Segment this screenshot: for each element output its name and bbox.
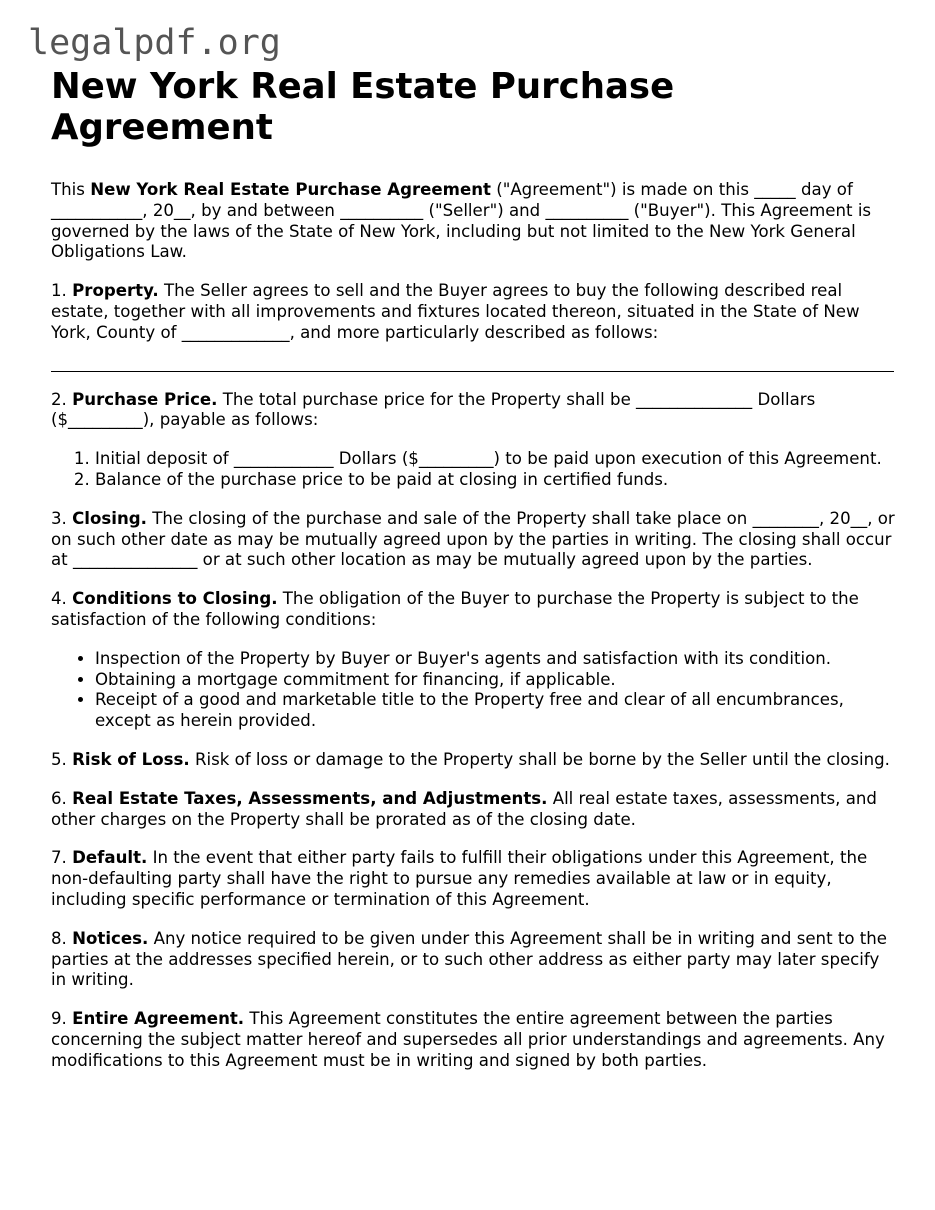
property-description-blank-line <box>51 371 894 372</box>
section-heading: Default. <box>72 848 148 868</box>
document-title: New York Real Estate Purchase Agreement <box>51 66 675 148</box>
list-item: 2. Balance of the purchase price to be paid at closing in certified funds. <box>95 470 896 491</box>
section-taxes: 6. Real Estate Taxes, Assessments, and Adjustments. All real estate taxes, assessments, and other charges on the Property shall be prorated as of the closing date. <box>51 788 877 829</box>
section-default: 7. Default. In the event that either party fails to fulfill their obligations under this Agreement, the non-defaulting party shall have the right to pursue any remedies available at law or in equity, including specific performance or termination of this Agreement. <box>51 848 868 909</box>
intro-paragraph: This New York Real Estate Purchase Agreement ("Agreement") is made on this _____ day of ___________, 20__, by and between __________ ("Seller") and __________ ("Buyer"). This Agreement is governed by the laws of the State of New York, including but not limited to the New York General Obligations Law. <box>51 180 872 262</box>
section-entire-agreement: 9. Entire Agreement. This Agreement constitutes the entire agreement between the parties concerning the subject matter hereof and supersedes all prior understandings and agreements. Any modifications to this Agreement must be in writing and signed by both parties. <box>51 1009 885 1070</box>
section-risk-of-loss: 5. Risk of Loss. Risk of loss or damage to the Property shall be borne by the Seller until the closing. <box>51 749 890 769</box>
conditions-list <box>51 649 896 732</box>
document-page <box>51 66 896 1072</box>
section-notices: 8. Notices. Any notice required to be given under this Agreement shall be in writing and sent to the parties at the addresses specified herein, or to such other address as either party may later specify in writing. <box>51 928 888 990</box>
list-item: • Inspection of the Property by Buyer or Buyer's agents and satisfaction with its condition. <box>95 649 896 670</box>
list-item: • Receipt of a good and marketable title to the Property free and clear of all encumbrances, except as herein provided. <box>95 690 896 732</box>
section-heading: Risk of Loss. <box>72 749 190 769</box>
section-heading: Purchase Price. <box>72 389 218 409</box>
section-property: 1. Property. The Seller agrees to sell and the Buyer agrees to buy the following described real estate, together with all improvements and fixtures located thereon, situated in the State of New York, County of _____________, and more particularly described as follows: <box>51 281 860 342</box>
section-heading: Notices. <box>72 928 149 948</box>
payment-terms-list <box>51 449 896 491</box>
section-heading: Entire Agreement. <box>72 1009 245 1029</box>
section-conditions: 4. Conditions to Closing. The obligation of the Buyer to purchase the Property is subject to the satisfaction of the following conditions: <box>51 589 859 629</box>
intro-agreement-name: New York Real Estate Purchase Agreement <box>90 180 491 199</box>
section-heading: Closing. <box>72 508 147 528</box>
watermark-logo: legalpdf.org <box>28 23 281 63</box>
section-heading: Real Estate Taxes, Assessments, and Adjustments. <box>72 788 548 808</box>
list-item: • Obtaining a mortgage commitment for financing, if applicable. <box>95 670 896 691</box>
section-heading: Conditions to Closing. <box>72 589 278 609</box>
list-item: 1. Initial deposit of ____________ Dollars ($_________) to be paid upon execution of this Agreement. <box>95 449 896 470</box>
section-purchase-price: 2. Purchase Price. The total purchase price for the Property shall be ______________ Dollars ($_________), payable as follows: <box>51 389 816 430</box>
section-closing: 3. Closing. The closing of the purchase and sale of the Property shall take place on ________, 20__, or on such other date as may be mutually agreed upon by the parties in writing. The closing shall occur at _______________ or at such other location as may be mutually agreed upon by the parties. <box>51 508 895 570</box>
section-heading: Property. <box>72 281 159 301</box>
